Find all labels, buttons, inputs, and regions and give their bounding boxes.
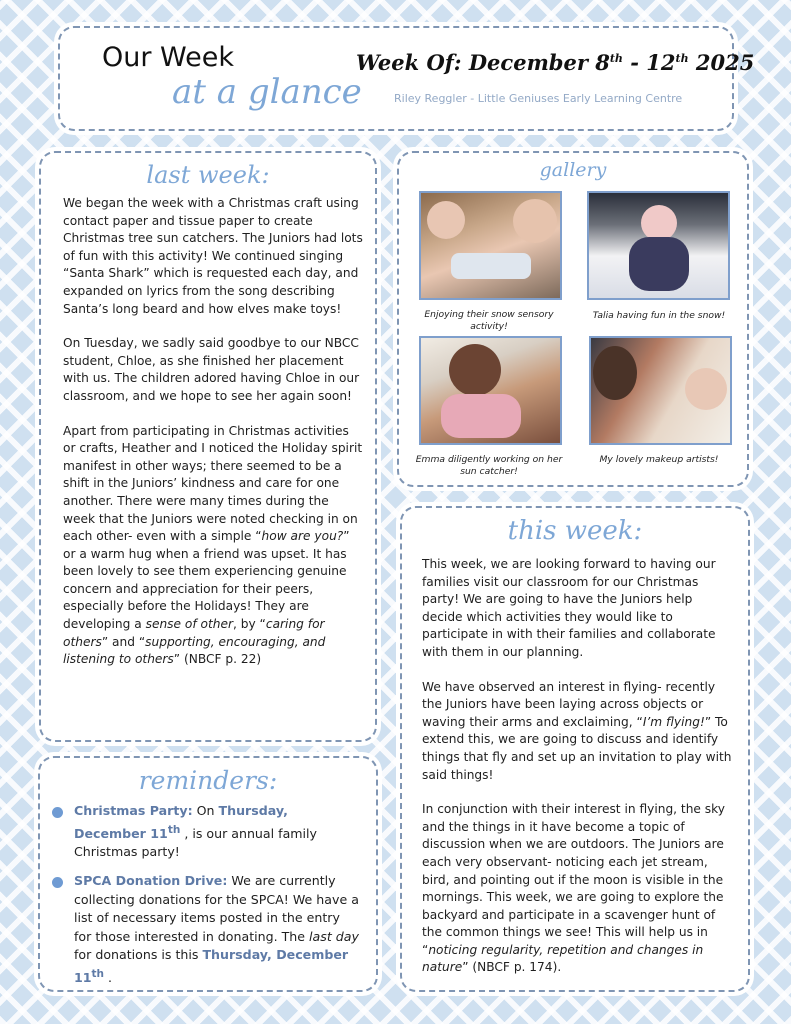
reminder-spca-drive [74, 872, 360, 987]
last-week-panel [39, 151, 377, 742]
emphasis-last-day: last day [309, 928, 359, 944]
photo-figure [451, 253, 531, 279]
text-run: . [104, 969, 113, 985]
emphasis-im-flying: I’m flying! [642, 714, 705, 729]
text-run: ” or a warm hug when a friend was upset. It has been lovely to see them experiencing genuine concern and appreciation for their peers, especially before the Holidays! They are developing a [63, 529, 350, 632]
header-panel [58, 26, 755, 131]
photo-figure [629, 237, 689, 291]
this-week-panel [400, 506, 750, 992]
reminder-label: Christmas Party: [74, 803, 193, 818]
gallery-photo-sun-catcher [419, 336, 562, 445]
week-of-sup-1: th [609, 52, 623, 65]
text-run: , is our annual family Christmas party! [74, 825, 318, 860]
gallery-caption: Enjoying their snow sensory activity! [424, 309, 554, 332]
text-run: ” To extend this, we are going to discuss and identify things that fly and set up an invitation to play with said things! [422, 714, 732, 782]
bullet-dot-icon [52, 807, 63, 818]
photo-figure [685, 368, 727, 410]
text-run: ” (NBCF p. 174). [462, 960, 562, 975]
photo-figure [593, 346, 637, 400]
text-run: , by “ [232, 617, 266, 632]
teacher-centre-line: Riley Reggler - Little Geniuses Early Learning Centre [394, 92, 683, 105]
emphasis-how-are-you: how are you? [261, 529, 344, 544]
text-run: We are currently collecting donations for the SPCA! We have a list of necessary items posted in the entry for those interested in donating. The [74, 873, 359, 944]
text-run: In conjunction with their interest in flying, the sky and the things in it have become a topic of discussion when we are outdoors. The Juniors are each very observant- noticing each jet stream, bird, and pointing out if the moon is visible in the mornings. This week, we are going to explore the backyard and participate in a scavenger hunt of the common things we see! This will help us in “ [422, 802, 725, 957]
photo-figure [513, 199, 557, 243]
gallery-caption: My lovely makeup artists! [599, 454, 719, 465]
emphasis-sense-of-other: sense of other [145, 617, 233, 632]
gallery-panel [397, 151, 749, 487]
reminder-date: Thursday, December 11 [74, 803, 288, 841]
last-week-paragraph-1: We began the week with a Christmas craft using contact paper and tissue paper to create Christmas tree sun catchers. The Juniors had lots of fun with this activity! We continued singing “Santa Shark” which is requested each day, and expanded on lyrics from the song describing Santa’s long beard and how elves make toys! [63, 196, 363, 316]
week-of-mid: - 12 [622, 50, 676, 75]
last-week-paragraph-2: On Tuesday, we sadly said goodbye to our NBCC student, Chloe, as she finished her placement with us. The children adored having Chloe in our classroom, and we hope to see her again soon! [63, 336, 360, 403]
this-week-paragraph-2 [422, 679, 734, 785]
reminder-date: Thursday, December 11 [74, 947, 349, 985]
last-week-body [63, 195, 363, 686]
week-of-year: 2025 [688, 50, 755, 75]
week-of-label [356, 50, 754, 75]
week-of-sup-2: th [675, 52, 689, 65]
this-week-paragraph-3 [422, 801, 734, 977]
this-week-paragraph-1: This week, we are looking forward to having our families visit our classroom for our Christmas party! We are going to have the Juniors help decide which activities they would like to participate in with their families and collaborate with them in our planning. [422, 557, 716, 659]
last-week-paragraph-3 [63, 423, 363, 669]
gallery-heading: gallery [539, 159, 607, 181]
gallery-photo-makeup-artists [589, 336, 732, 445]
reminder-christmas-party [74, 802, 360, 862]
gallery-caption: Talia having fun in the snow! [592, 310, 726, 321]
last-week-heading: last week: [146, 161, 270, 189]
gallery-photo-snow-sensory [419, 191, 562, 300]
reminders-heading: reminders: [138, 766, 278, 795]
reminder-date-sup: th [167, 823, 181, 836]
emphasis-supporting: supporting, encouraging, and listening to others [63, 634, 326, 667]
emphasis-noticing: noticing regularity, repetition and changes in nature [422, 942, 704, 975]
text-run: ” (NBCF p. 22) [173, 652, 262, 667]
reminders-panel [38, 756, 378, 992]
reminder-date-sup: th [91, 967, 105, 980]
emphasis-caring: caring for others [63, 617, 325, 649]
this-week-heading: this week: [507, 516, 643, 546]
text-run: ” and “ [101, 634, 146, 649]
photo-figure [641, 205, 677, 241]
photo-figure [441, 394, 521, 438]
photo-figure [427, 201, 465, 239]
gallery-photo-snow-play [587, 191, 730, 300]
photo-figure [449, 344, 501, 396]
text-run: On [192, 803, 219, 818]
week-of-prefix: Week Of: December 8 [356, 50, 610, 75]
text-run: Apart from participating in Christmas activities or crafts, Heather and I noticed the Holiday spirit manifest in other ways; there seemed to be a shift in the Juniors’ kindness and care for one another. There were many times during the week that the Juniors were noted checking in on each other- even with a simple “ [63, 423, 363, 544]
gallery-caption: Emma diligently working on her sun catcher! [415, 454, 563, 477]
bullet-dot-icon [52, 877, 63, 888]
title-our-week: Our Week [102, 42, 235, 73]
text-run: for donations is this [74, 947, 203, 962]
reminder-label: SPCA Donation Drive: [74, 873, 228, 888]
this-week-body [422, 556, 734, 994]
title-at-a-glance: at a glance [172, 72, 362, 112]
text-run: We have observed an interest in flying- recently the Juniors have been laying across objects or waving their arms and exclaiming, “ [422, 679, 716, 729]
